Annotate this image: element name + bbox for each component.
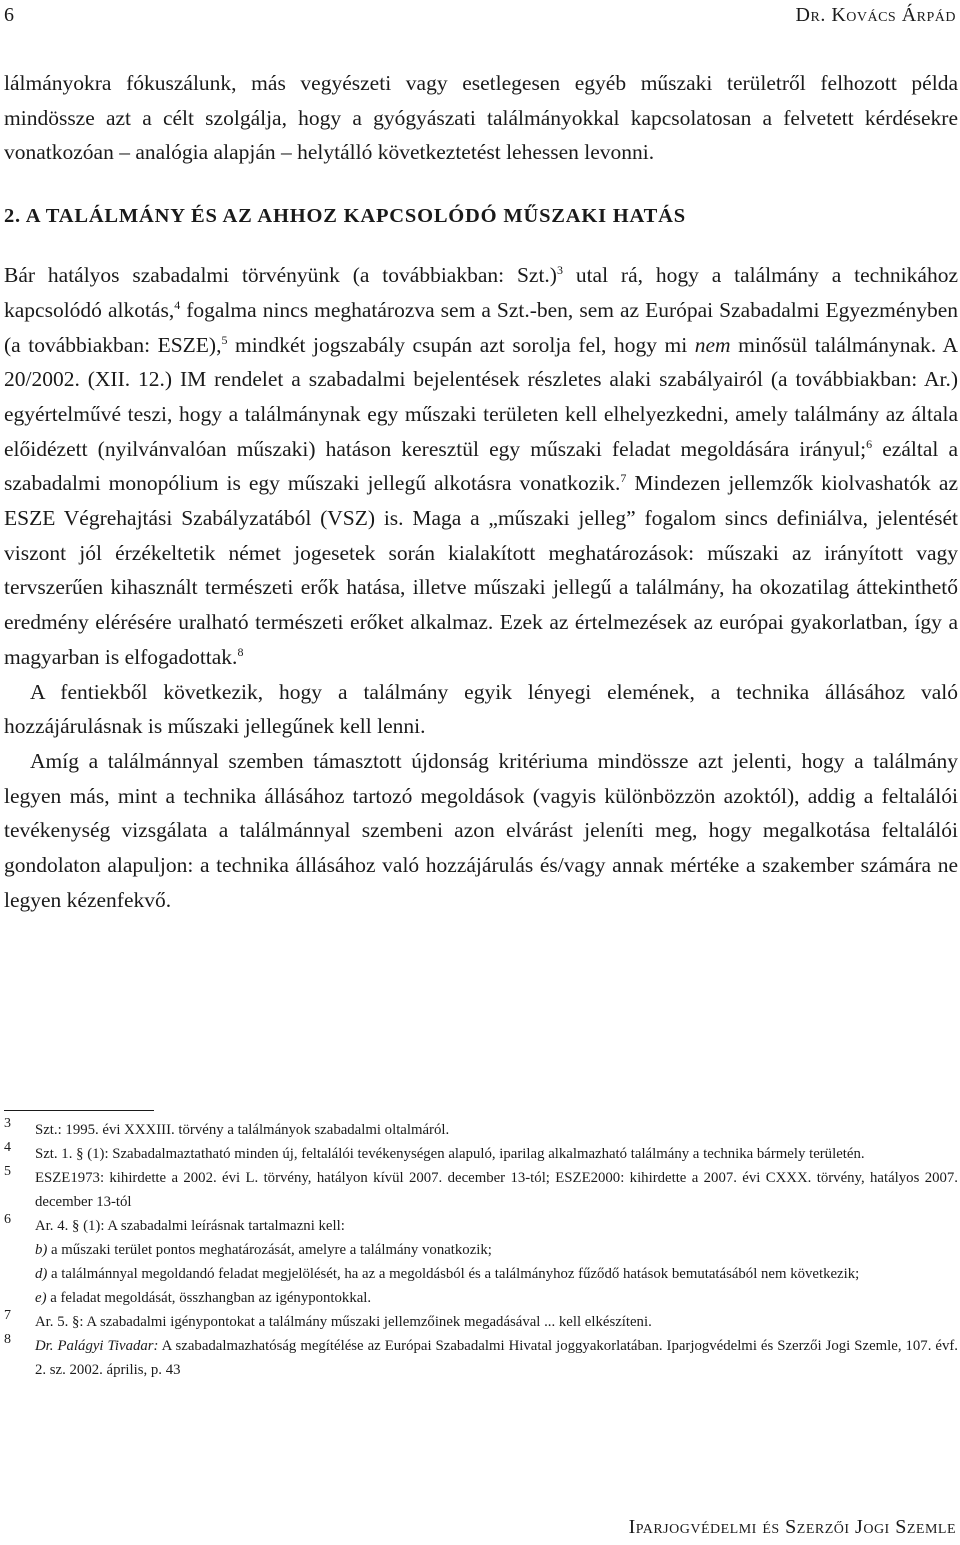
text-run: ezáltal a szabadalmi monopólium is egy műszaki jellegű alkotásra vonatkozik. <box>4 436 958 496</box>
footnote-ref[interactable]: 4 <box>174 297 181 312</box>
footnote-ref[interactable]: 8 <box>237 644 244 659</box>
item-label: b) <box>35 1242 48 1258</box>
paragraph-novelty: Amíg a találmánnyal szemben támasztott újdonság kritériuma mindössze azt jelenti, hogy a találmány legyen más, mint a technika állásához tartozó megoldások (vagyis különbözzön azoktól), addig a feltalálói tevékenység vizsgálata a találmánnyal szembeni azon elvárást jeleníti meg, hogy megalkotása feltalálói gondolaton alapuljon: a technika állásához való hozzájárulás és/vagy annak mértéke a szakember számára ne legyen kézenfekvő. <box>4 748 958 912</box>
footnotes <box>4 1118 958 1382</box>
footnote-text: Ar. 4. § (1): A szabadalmi leírásnak tartalmazni kell: <box>35 1218 345 1234</box>
text-run: minősül találmánynak. A 20/2002. (XII. 12.) IM rendelet a szabadalmi bejelentések részletes alaki szabályairól (a továbbiakban: Ar.) egyértelművé teszi, hogy a találmánynak egy műszaki területen kell elhelyezkedni, amely találmány az általa előidézett (nyilvánvalóan műszaki) hatáson keresztül egy műszaki feladat megoldására irányul; <box>4 332 958 461</box>
footnote-number: 5 <box>4 1164 11 1179</box>
item-label: d) <box>35 1266 48 1282</box>
footnote-divider <box>4 1110 154 1111</box>
paragraph-main <box>4 258 958 674</box>
footnote-6 <box>4 1214 958 1310</box>
footnote-number: 7 <box>4 1308 11 1323</box>
footnote-7 <box>4 1310 958 1334</box>
item-text: a feladat megoldását, összhangban az igénypontokkal. <box>46 1290 372 1306</box>
item-label: e) <box>35 1290 47 1306</box>
footnote-text: Szt. 1. § (1): Szabadalmaztatható minden új, feltalálói tevékenységen alapuló, iparilag alkalmazható találmány a technika bármely területén. <box>35 1146 865 1162</box>
footnote-ref[interactable]: 3 <box>556 262 563 277</box>
footnote-text: Szt.: 1995. évi XXXIII. törvény a találmányok szabadalmi oltalmáról. <box>35 1122 450 1138</box>
page-header <box>0 0 960 40</box>
footnote-item-d <box>35 1262 958 1286</box>
footnote-ref[interactable]: 5 <box>221 332 228 347</box>
item-text: a találmánnyal megoldandó feladat megjelölését, ha az a megoldásból és a találmányhoz fűződő hatások bemutatásából nem következik; <box>47 1266 860 1282</box>
footnote-text: Ar. 5. §: A szabadalmi igénypontokat a találmány műszaki jellemzőinek megadásával ... kell elkészíteni. <box>35 1314 652 1330</box>
paragraph-intro: lálmányokra fókuszálunk, más vegyészeti vagy esetlegesen egyéb műszaki területről felhozott példa mindössze azt a célt szolgálja, hogy a gyógyászati találmányokkal kapcsolatosan a felvetett kérdésekre vonatkozóan – analógia alapján – helytálló következtetést lehessen levonni. <box>4 71 958 165</box>
text-run: Bár hatályos szabadalmi törvényünk (a továbbiakban: Szt.) <box>4 263 557 288</box>
footnote-text: ESZE1973: kihirdette a 2002. évi L. törvény, hatályon kívül 2007. december 13-tól; ESZE2000: kihirdette a 2007. évi CXXX. törvény, hatályos 2007. december 13-tól <box>35 1170 958 1210</box>
footnote-author: Dr. Palágyi Tivadar: <box>35 1338 159 1354</box>
text-run: fogalma nincs meghatározva sem a Szt.-ben, sem az Európai Szabadalmi Egyezményben (a továbbiakban: ESZE), <box>4 297 958 357</box>
footnote-item-e <box>35 1286 958 1310</box>
running-foot-journal: Iparjogvédelmi és Szerzői Jogi Szemle <box>628 1516 956 1538</box>
footnote-4 <box>4 1142 958 1166</box>
page-number: 6 <box>4 4 14 26</box>
footnote-ref[interactable]: 7 <box>620 471 627 486</box>
text-run: utal rá, hogy a találmány a technikához kapcsolódó alkotás, <box>4 263 958 322</box>
footnote-number: 3 <box>4 1116 11 1131</box>
footnote-3 <box>4 1118 958 1142</box>
footnote-text: A szabadalmazhatóság megítélése az Európai Szabadalmi Hivatal joggyakorlatában. Iparjogvédelmi és Szerzői Jogi Szemle, 107. évf. 2. sz. 2002. április, p. 43 <box>35 1338 958 1378</box>
footnote-8 <box>4 1334 958 1382</box>
footnote-number: 8 <box>4 1332 11 1347</box>
footnote-ref[interactable]: 6 <box>866 436 873 451</box>
section-heading: 2. A TALÁLMÁNY ÉS AZ AHHOZ KAPCSOLÓDÓ MŰSZAKI HATÁS <box>4 205 686 228</box>
emphasis: nem <box>694 332 731 357</box>
footnote-number: 4 <box>4 1140 11 1155</box>
footnote-item-b <box>35 1238 958 1262</box>
running-head-author: Dr. Kovács Árpád <box>795 4 956 26</box>
text-run: mindkét jogszabály csupán azt sorolja fel, hogy mi <box>227 332 695 357</box>
footnote-number: 6 <box>4 1212 11 1227</box>
paragraph-contribution: A fentiekből következik, hogy a találmány egyik lényegi elemének, a technika állásához való hozzájárulásnak is műszaki jellegűnek kell lenni. <box>4 679 958 739</box>
item-text: a műszaki terület pontos meghatározását, amelyre a találmány vonatkozik; <box>47 1242 492 1258</box>
text-run: Mindezen jellemzők kiolvashatók az ESZE Végrehajtási Szabályzatából (VSZ) is. Maga a „műszaki jelleg” fogalom sincs definiálva, jelentését viszont jól érzékeltetik német jogesetek során kialakított meghatározások: műszaki az irányított vagy tervszerűen kihasznált természeti erők hatása, illetve műszaki jellegű a találmány, ha okozatilag áttekinthető eredmény elérésére uralható természeti erőket alkalmaz. Ezek az értelmezések az európai gyakorlatban, így a magyarban is elfogadottak. <box>4 471 958 669</box>
footnote-5 <box>4 1166 958 1214</box>
article-body <box>4 66 958 917</box>
